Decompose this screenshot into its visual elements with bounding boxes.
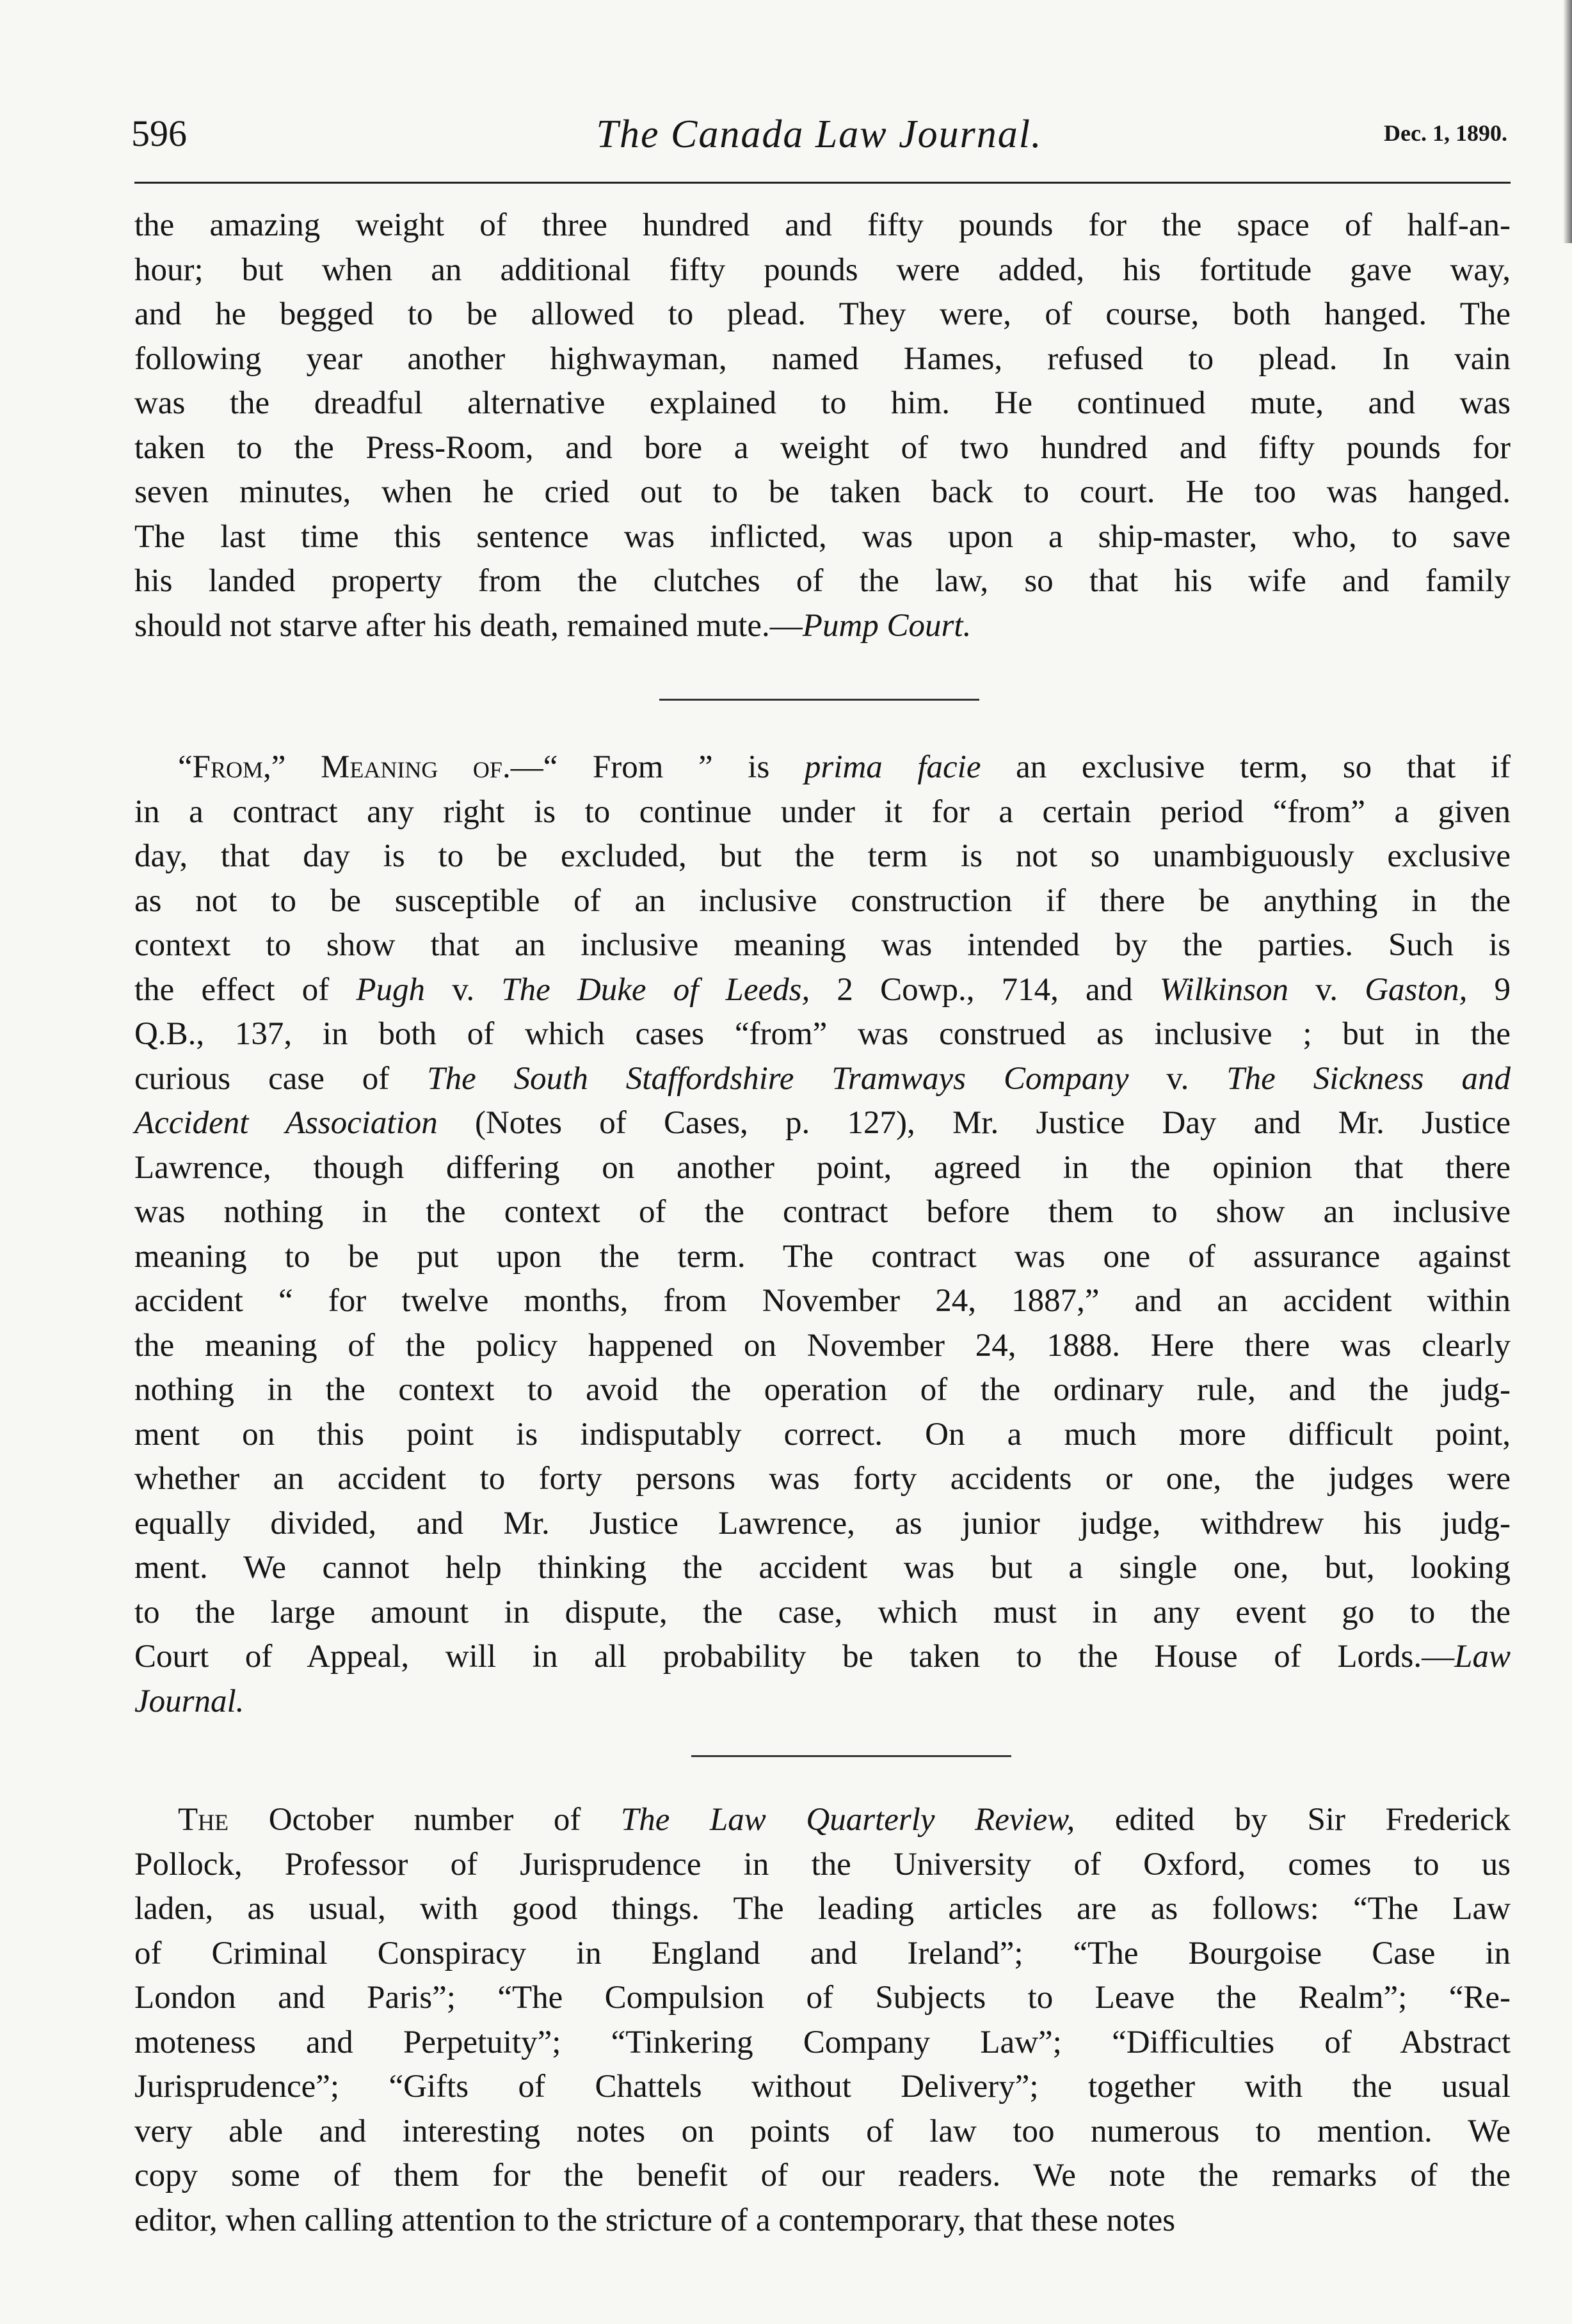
scan-edge-shadow <box>1563 0 1572 243</box>
text-line: as not to be susceptible of an inclusive construction if there be anything in the <box>134 882 1511 919</box>
case-name: Gaston, <box>1365 971 1468 1008</box>
text-fragment: the effect of <box>134 971 357 1008</box>
text-line: whether an accident to forty persons was forty accidents or one, the judges were <box>134 1461 1511 1497</box>
text-line <box>134 1680 1511 1724</box>
text-line: ment. We cannot help thinking the accident was but a single one, but, looking <box>134 1550 1511 1586</box>
text-line: his landed property from the clutches of the law, so that his wife and family <box>134 563 1511 599</box>
text-line: Lawrence, though differing on another point, agreed in the opinion that there <box>134 1149 1511 1186</box>
text-fragment: October number of <box>229 1802 621 1838</box>
text-fragment: should not starve after his death, remained mute.— <box>134 607 803 644</box>
page-header <box>131 112 1507 170</box>
text-fragment: —“ From ” is <box>510 749 805 785</box>
text-line: editor, when calling attention to the stricture of a contemporary, that these notes <box>134 2202 1176 2238</box>
text-line: the meaning of the policy happened on November 24, 1888. Here there was clearly <box>134 1327 1511 1364</box>
text-line: taken to the Press-Room, and bore a weight of two hundred and fifty pounds for <box>134 429 1511 466</box>
text-fragment: edited by Sir Frederick <box>1075 1802 1511 1838</box>
text-line: The last time this sentence was inflicted, was upon a ship-master, who, to save <box>134 518 1511 555</box>
text-line: meaning to be put upon the term. The contract was one of assurance against <box>134 1238 1511 1275</box>
small-caps-word: The <box>178 1802 229 1838</box>
case-name: The South Staffordshire Tramways Company <box>427 1060 1129 1097</box>
text-line: following year another highwayman, named Hames, refused to plead. In vain <box>134 340 1511 377</box>
publication-name: The Law Quarterly Review, <box>620 1802 1075 1838</box>
text-fragment: 9 <box>1467 971 1511 1008</box>
text-line: was the dreadful alternative explained to him. He continued mute, and was <box>134 385 1511 421</box>
source-citation: Law <box>1454 1639 1511 1675</box>
text-fragment: Court of Appeal, will in all probability be taken to the House of Lords.— <box>134 1639 1455 1675</box>
text-line: accident “ for twelve months, from November 24, 1887,” and an accident within <box>134 1283 1511 1319</box>
text-line: nothing in the context to avoid the operation of the ordinary rule, and the judg- <box>134 1372 1511 1408</box>
text-line: hour; but when an additional fifty pounds were added, his fortitude gave way, <box>134 251 1511 288</box>
text-line: Pollock, Professor of Jurisprudence in the University of Oxford, comes to us <box>134 1846 1511 1882</box>
text-line: Q.B., 137, in both of which cases “from” was construed as inclusive ; but in the <box>134 1016 1511 1052</box>
text-line <box>134 1635 1511 1680</box>
text-line: context to show that an inclusive meaning was intended by the parties. Such is <box>134 927 1511 963</box>
text-line <box>134 604 1511 649</box>
source-citation: Pump Court. <box>802 607 972 644</box>
page-number: 596 <box>131 113 187 154</box>
issue-date: Dec. 1, 1890. <box>1384 120 1507 146</box>
section-separator <box>659 699 979 701</box>
text-line: laden, as usual, with good things. The leading articles are as follows: “The Law <box>134 1891 1511 1927</box>
text-line: Jurisprudence”; “Gifts of Chattels without Delivery”; together with the usual <box>134 2069 1511 2105</box>
text-line: in a contract any right is to continue under it for a certain period “from” a given <box>134 793 1511 830</box>
source-citation: Journal. <box>134 1683 245 1719</box>
text-fragment: v. <box>1128 1060 1227 1097</box>
text-line: was nothing in the context of the contract before them to show an inclusive <box>134 1194 1511 1230</box>
text-line <box>134 745 1511 790</box>
text-fragment: (Notes of Cases, p. 127), Mr. Justice Day and Mr. Justice <box>437 1105 1511 1141</box>
text-line: and he begged to be allowed to plead. They were, of course, both hanged. The <box>134 296 1511 332</box>
section-law-quarterly-review <box>134 1798 1511 2243</box>
section-heading: “From,” Meaning of. <box>178 749 511 785</box>
text-fragment: 2 Cowp., 714, and <box>810 971 1160 1008</box>
text-line <box>134 968 1511 1013</box>
text-line: day, that day is to be excluded, but the term is not so unambiguously exclusive <box>134 838 1511 874</box>
section-pump-court <box>134 203 1511 648</box>
text-line: copy some of them for the benefit of our readers. We note the remarks of the <box>134 2158 1511 2193</box>
journal-title: The Canada Law Journal. <box>596 113 1043 156</box>
case-name: The Sickness and <box>1226 1060 1511 1097</box>
text-line: the amazing weight of three hundred and fifty pounds for the space of half-an- <box>134 207 1511 243</box>
section-from-meaning-of <box>134 745 1511 1724</box>
text-line: London and Paris”; “The Compulsion of Subjects to Leave the Realm”; “Re- <box>134 1980 1511 2016</box>
case-name: Pugh <box>356 971 426 1008</box>
header-rule <box>134 182 1511 184</box>
text-fragment: curious case of <box>134 1060 428 1097</box>
text-fragment: v. <box>425 971 502 1008</box>
case-name: The Duke of Leeds, <box>501 971 810 1008</box>
case-name: Accident Association <box>134 1105 438 1141</box>
text-line: ment on this point is indisputably correct. On a much more difficult point, <box>134 1416 1511 1452</box>
section-separator <box>691 1755 1011 1757</box>
text-fragment: an exclusive term, so that if <box>981 749 1511 785</box>
text-line <box>134 1101 1511 1146</box>
text-line: equally divided, and Mr. Justice Lawrence, as junior judge, withdrew his judg- <box>134 1505 1511 1541</box>
text-line: seven minutes, when he cried out to be taken back to court. He too was hanged. <box>134 474 1511 510</box>
text-line: of Criminal Conspiracy in England and Ireland”; “The Bourgoise Case in <box>134 1935 1511 1971</box>
text-fragment: v. <box>1288 971 1365 1008</box>
italic-term: prima facie <box>804 749 981 785</box>
text-line <box>134 1798 1511 1843</box>
text-line: moteness and Perpetuity”; “Tinkering Company Law”; “Difficulties of Abstract <box>134 2024 1511 2060</box>
case-name: Wilkinson <box>1159 971 1288 1008</box>
text-line: very able and interesting notes on points of law too numerous to mention. We <box>134 2113 1511 2149</box>
text-line <box>134 1057 1511 1102</box>
text-line: to the large amount in dispute, the case, which must in any event go to the <box>134 1594 1511 1630</box>
